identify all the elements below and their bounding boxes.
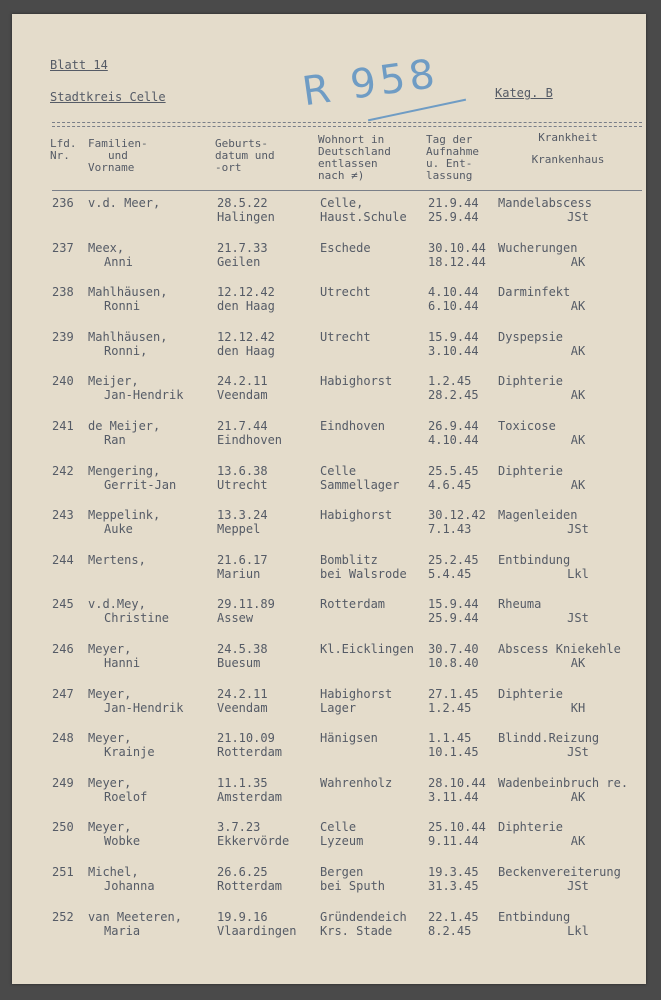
family-name: Mertens, bbox=[88, 552, 146, 567]
admission-date: 1.1.45 bbox=[428, 731, 472, 746]
birth-place: Vlaardingen bbox=[217, 923, 297, 938]
illness: Abscess Kniekehle bbox=[498, 642, 621, 656]
residence: Hänigsen bbox=[320, 731, 378, 746]
birth-place: den Haag bbox=[217, 343, 275, 358]
birth-place: Utrecht bbox=[217, 477, 268, 492]
discharge-date: 25.9.44 bbox=[428, 210, 479, 224]
hospital: AK bbox=[570, 299, 586, 314]
row-number: 252 bbox=[52, 909, 74, 924]
hospital: AK bbox=[570, 254, 586, 269]
header-birth: Geburts- datum und -ort bbox=[215, 137, 275, 174]
discharge-date: 28.2.45 bbox=[428, 388, 479, 403]
row-number: 248 bbox=[52, 731, 74, 746]
residence-detail: Sammellager bbox=[320, 477, 400, 492]
row-number: 241 bbox=[52, 419, 74, 433]
family-name: v.d.Mey, bbox=[88, 597, 146, 612]
hospital: AK bbox=[570, 388, 586, 403]
residence: Bergen bbox=[320, 865, 364, 879]
residence: Wahrenholz bbox=[320, 775, 393, 790]
family-name: Michel, bbox=[88, 865, 139, 879]
illness: Toxicose bbox=[498, 419, 556, 433]
birth-date: 12.12.42 bbox=[217, 329, 275, 344]
family-name: Mengering, bbox=[88, 463, 161, 478]
admission-date: 25.5.45 bbox=[428, 463, 479, 478]
given-name: Johanna bbox=[104, 879, 155, 893]
given-name: Jan-Hendrik bbox=[104, 700, 184, 715]
birth-date: 24.2.11 bbox=[217, 686, 268, 701]
table-row bbox=[12, 508, 646, 548]
given-name: Auke bbox=[104, 522, 133, 537]
given-name: Ronni bbox=[104, 299, 141, 314]
residence-detail: Krs. Stade bbox=[320, 923, 393, 938]
admission-date: 15.9.44 bbox=[428, 597, 479, 612]
residence: Eschede bbox=[320, 240, 371, 255]
family-name: de Meijer, bbox=[88, 419, 161, 433]
illness: Diphterie bbox=[498, 463, 564, 478]
hospital: AK bbox=[570, 656, 586, 670]
residence-detail: bei Sputh bbox=[320, 879, 386, 893]
admission-date: 30.10.44 bbox=[428, 240, 486, 255]
birth-date: 24.5.38 bbox=[217, 642, 268, 656]
residence: Habighorst bbox=[320, 374, 393, 389]
birth-place: den Haag bbox=[217, 299, 275, 314]
illness: Mandelabscess bbox=[498, 196, 592, 210]
hospital: AK bbox=[570, 433, 586, 447]
illness: Wucherungen bbox=[498, 240, 578, 255]
residence: Rotterdam bbox=[320, 597, 386, 612]
table-row bbox=[12, 910, 646, 950]
header-dates: Tag der Aufnahme u. Ent- lassung bbox=[426, 133, 479, 182]
header-illness: Krankheit Krankenhaus bbox=[531, 131, 605, 166]
illness: Wadenbeinbruch re. bbox=[498, 775, 629, 790]
residence: Kl.Eicklingen bbox=[320, 642, 414, 656]
admission-date: 22.1.45 bbox=[428, 909, 479, 924]
table-row bbox=[12, 642, 646, 682]
table-row bbox=[12, 553, 646, 593]
table-row bbox=[12, 597, 646, 637]
residence: Celle, bbox=[320, 196, 364, 210]
given-name: Jan-Hendrik bbox=[104, 388, 184, 403]
discharge-date: 3.11.44 bbox=[428, 789, 479, 804]
admission-date: 21.9.44 bbox=[428, 196, 479, 210]
birth-date: 12.12.42 bbox=[217, 285, 275, 300]
birth-date: 21.7.33 bbox=[217, 240, 268, 255]
header-residence: Wohnort in Deutschland entlassen nach ≠) bbox=[318, 133, 391, 182]
birth-date: 13.3.24 bbox=[217, 508, 268, 523]
birth-date: 11.1.35 bbox=[217, 775, 268, 790]
document-page bbox=[12, 14, 646, 984]
given-name: Ran bbox=[104, 433, 126, 447]
residence: Utrecht bbox=[320, 329, 371, 344]
header-name: Familien- und Vorname bbox=[88, 137, 148, 174]
birth-date: 21.10.09 bbox=[217, 731, 275, 746]
birth-date: 13.6.38 bbox=[217, 463, 268, 478]
discharge-date: 6.10.44 bbox=[428, 299, 479, 314]
table-row bbox=[12, 464, 646, 504]
birth-place: Mariun bbox=[217, 566, 261, 581]
hospital: Lkl bbox=[567, 566, 589, 581]
discharge-date: 31.3.45 bbox=[428, 879, 479, 893]
family-name: Meex, bbox=[88, 240, 125, 255]
admission-date: 4.10.44 bbox=[428, 285, 479, 300]
family-name: Meyer, bbox=[88, 820, 132, 835]
illness: Rheuma bbox=[498, 597, 542, 612]
residence: Habighorst bbox=[320, 686, 393, 701]
hospital: JSt bbox=[567, 210, 589, 224]
residence: Habighorst bbox=[320, 508, 393, 523]
hospital: Lkl bbox=[567, 923, 589, 938]
discharge-date: 4.10.44 bbox=[428, 433, 479, 447]
table-row bbox=[12, 731, 646, 771]
table-row bbox=[12, 374, 646, 414]
birth-date: 29.11.89 bbox=[217, 597, 275, 612]
family-name: Meyer, bbox=[88, 775, 132, 790]
table-row bbox=[12, 419, 646, 459]
family-name: Meppelink, bbox=[88, 508, 161, 523]
residence: Celle bbox=[320, 820, 357, 835]
discharge-date: 1.2.45 bbox=[428, 700, 472, 715]
residence: Eindhoven bbox=[320, 419, 386, 433]
discharge-date: 25.9.44 bbox=[428, 611, 479, 626]
row-number: 239 bbox=[52, 329, 74, 344]
admission-date: 30.7.40 bbox=[428, 642, 479, 656]
birth-place: Veendam bbox=[217, 700, 268, 715]
hospital: KH bbox=[570, 700, 586, 715]
family-name: van Meeteren, bbox=[88, 909, 182, 924]
illness: Dyspepsie bbox=[498, 329, 564, 344]
hospital: JSt bbox=[567, 611, 589, 626]
birth-place: Rotterdam bbox=[217, 745, 283, 760]
table-row bbox=[12, 820, 646, 860]
discharge-date: 3.10.44 bbox=[428, 343, 479, 358]
birth-date: 28.5.22 bbox=[217, 196, 268, 210]
hospital: JSt bbox=[567, 745, 589, 760]
discharge-date: 10.8.40 bbox=[428, 656, 479, 670]
birth-place: Amsterdam bbox=[217, 789, 283, 804]
table-row bbox=[12, 330, 646, 370]
admission-date: 1.2.45 bbox=[428, 374, 472, 389]
discharge-date: 5.4.45 bbox=[428, 566, 472, 581]
residence: Utrecht bbox=[320, 285, 371, 300]
row-number: 238 bbox=[52, 285, 74, 300]
admission-date: 25.2.45 bbox=[428, 552, 479, 567]
category-label: Kateg. B bbox=[495, 86, 553, 100]
row-number: 250 bbox=[52, 820, 74, 835]
admission-date: 30.12.42 bbox=[428, 508, 486, 523]
row-number: 237 bbox=[52, 240, 74, 255]
residence-detail: bei Walsrode bbox=[320, 566, 407, 581]
illness: Blindd.Reizung bbox=[498, 731, 600, 746]
table-row bbox=[12, 196, 646, 236]
district-title: Stadtkreis Celle bbox=[50, 90, 166, 104]
table-row bbox=[12, 285, 646, 325]
header-nr: Lfd. Nr. bbox=[50, 137, 77, 162]
residence: Bomblitz bbox=[320, 552, 378, 567]
admission-date: 28.10.44 bbox=[428, 775, 486, 790]
given-name: Christine bbox=[104, 611, 170, 626]
illness: Diphterie bbox=[498, 686, 564, 701]
table-row bbox=[12, 865, 646, 905]
birth-place: Buesum bbox=[217, 656, 261, 670]
hospital: AK bbox=[570, 789, 586, 804]
admission-date: 15.9.44 bbox=[428, 329, 479, 344]
birth-date: 26.6.25 bbox=[217, 865, 268, 879]
row-number: 244 bbox=[52, 552, 74, 567]
birth-date: 21.7.44 bbox=[217, 419, 268, 433]
illness: Diphterie bbox=[498, 820, 564, 835]
birth-place: Rotterdam bbox=[217, 879, 283, 893]
residence-detail: Lyzeum bbox=[320, 834, 364, 849]
given-name: Hanni bbox=[104, 656, 141, 670]
birth-place: Veendam bbox=[217, 388, 268, 403]
row-number: 236 bbox=[52, 196, 74, 210]
hospital: JSt bbox=[567, 879, 589, 893]
header-rule-top-2 bbox=[52, 126, 642, 127]
family-name: Meyer, bbox=[88, 642, 132, 656]
header-rule-top bbox=[52, 122, 642, 123]
given-name: Roelof bbox=[104, 789, 148, 804]
row-number: 245 bbox=[52, 597, 74, 612]
hospital: AK bbox=[570, 477, 586, 492]
admission-date: 27.1.45 bbox=[428, 686, 479, 701]
discharge-date: 18.12.44 bbox=[428, 254, 486, 269]
residence-detail: Haust.Schule bbox=[320, 210, 407, 224]
row-number: 243 bbox=[52, 508, 74, 523]
row-number: 249 bbox=[52, 775, 74, 790]
birth-date: 19.9.16 bbox=[217, 909, 268, 924]
hospital: JSt bbox=[567, 522, 589, 537]
illness: Entbindung bbox=[498, 552, 571, 567]
birth-place: Assew bbox=[217, 611, 254, 626]
hospital: AK bbox=[570, 834, 586, 849]
birth-place: Halingen bbox=[217, 210, 275, 224]
row-number: 246 bbox=[52, 642, 74, 656]
birth-date: 24.2.11 bbox=[217, 374, 268, 389]
birth-date: 21.6.17 bbox=[217, 552, 268, 567]
given-name: Maria bbox=[104, 923, 141, 938]
admission-date: 19.3.45 bbox=[428, 865, 479, 879]
sheet-number: Blatt 14 bbox=[50, 58, 108, 72]
given-name: Anni bbox=[104, 254, 133, 269]
row-number: 242 bbox=[52, 463, 74, 478]
family-name: v.d. Meer, bbox=[88, 196, 161, 210]
table-row bbox=[12, 687, 646, 727]
discharge-date: 4.6.45 bbox=[428, 477, 472, 492]
discharge-date: 9.11.44 bbox=[428, 834, 479, 849]
header-rule-bottom bbox=[52, 190, 642, 191]
illness: Diphterie bbox=[498, 374, 564, 389]
discharge-date: 8.2.45 bbox=[428, 923, 472, 938]
family-name: Mahlhäusen, bbox=[88, 329, 168, 344]
admission-date: 25.10.44 bbox=[428, 820, 486, 835]
family-name: Meyer, bbox=[88, 731, 132, 746]
given-name: Wobke bbox=[104, 834, 141, 849]
birth-place: Geilen bbox=[217, 254, 261, 269]
illness: Darminfekt bbox=[498, 285, 571, 300]
admission-date: 26.9.44 bbox=[428, 419, 479, 433]
discharge-date: 7.1.43 bbox=[428, 522, 472, 537]
table-row bbox=[12, 241, 646, 281]
family-name: Mahlhäusen, bbox=[88, 285, 168, 300]
illness: Beckenvereiterung bbox=[498, 865, 621, 879]
residence-detail: Lager bbox=[320, 700, 357, 715]
birth-date: 3.7.23 bbox=[217, 820, 261, 835]
birth-place: Ekkervörde bbox=[217, 834, 290, 849]
family-name: Meyer, bbox=[88, 686, 132, 701]
birth-place: Meppel bbox=[217, 522, 261, 537]
birth-place: Eindhoven bbox=[217, 433, 283, 447]
given-name: Gerrit-Jan bbox=[104, 477, 177, 492]
family-name: Meijer, bbox=[88, 374, 139, 389]
illness: Entbindung bbox=[498, 909, 571, 924]
illness: Magenleiden bbox=[498, 508, 578, 523]
discharge-date: 10.1.45 bbox=[428, 745, 479, 760]
hospital: AK bbox=[570, 343, 586, 358]
archive-stamp: R 958 bbox=[299, 50, 442, 116]
table-row bbox=[12, 776, 646, 816]
row-number: 251 bbox=[52, 865, 74, 879]
given-name: Krainje bbox=[104, 745, 155, 760]
residence: Gründendeich bbox=[320, 909, 407, 924]
row-number: 247 bbox=[52, 686, 74, 701]
given-name: Ronni, bbox=[104, 343, 148, 358]
residence: Celle bbox=[320, 463, 357, 478]
row-number: 240 bbox=[52, 374, 74, 389]
